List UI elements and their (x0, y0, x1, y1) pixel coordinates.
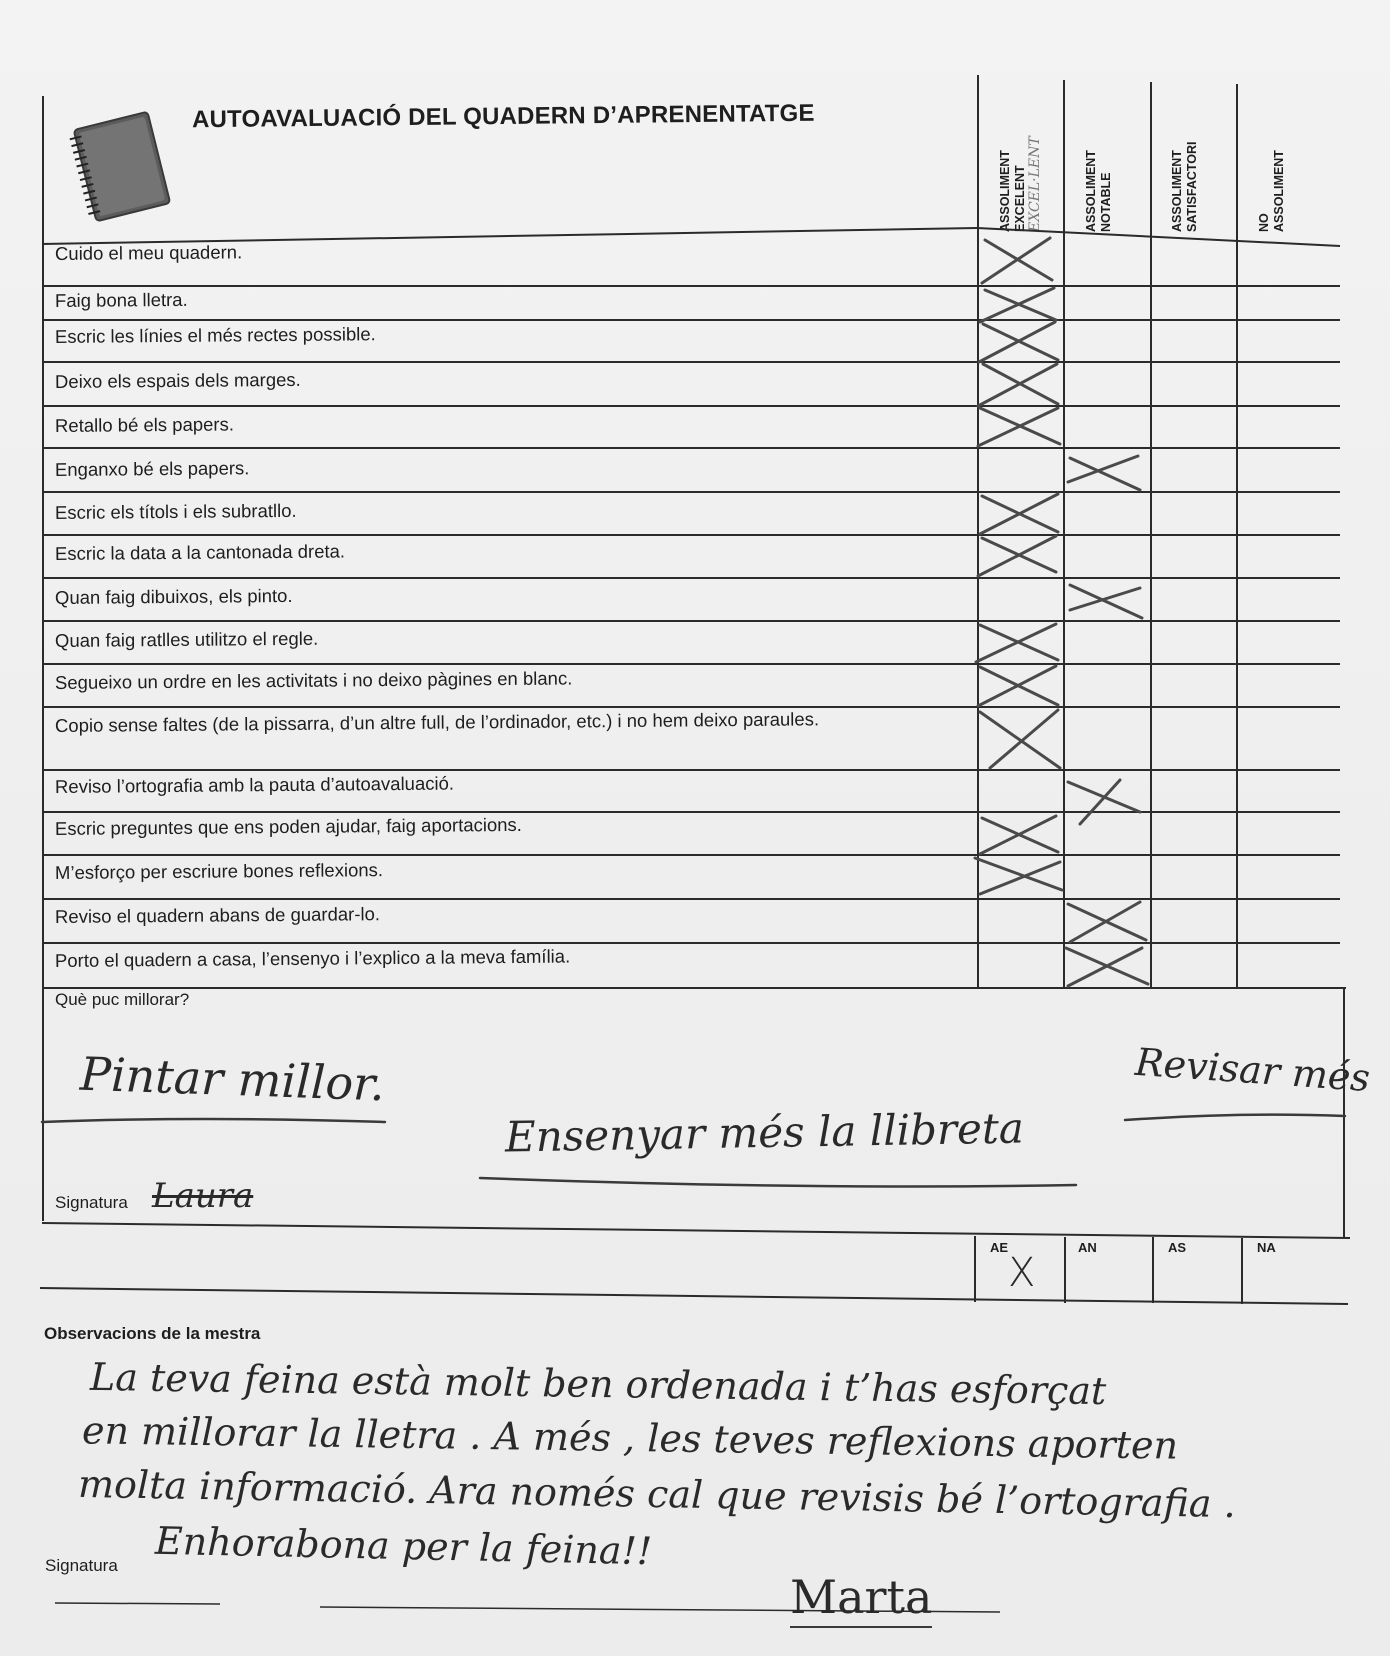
teacher-comment-line: La teva feina està molt ben ordenada i t’has esforçat (89, 1354, 1107, 1414)
row-label: Enganxo bé els papers. (54, 457, 250, 480)
grade-selected-mark: X (1008, 1250, 1036, 1296)
row-label: Retallo bé els papers. (54, 413, 235, 436)
teacher-signature-label: Signatura (45, 1556, 118, 1575)
column-header-handwritten: EXCEL·LENT (1027, 136, 1043, 232)
improve-answer: Ensenyar més la llibreta (504, 1103, 1025, 1162)
column-header-line1: ASSOLIMENT (1084, 150, 1098, 232)
student-signature-label: Signatura (55, 1193, 128, 1212)
student-signature: Laura (152, 1176, 254, 1216)
column-header-line2: SATISFACTORI (1185, 141, 1199, 232)
column-header-line2: EXCELENT (1013, 165, 1027, 232)
row-label: Porto el quadern a casa, l’ensenyo i l’explico a la meva família. (54, 945, 571, 971)
improve-answer: Revisar més (1133, 1039, 1372, 1101)
row-label: Cuido el meu quadern. (54, 241, 243, 264)
improve-question: Què puc millorar? (55, 990, 190, 1009)
row-label: Escric la data a la cantonada dreta. (54, 540, 346, 564)
row-label: Escric preguntes que ens poden ajudar, faig aportacions. (54, 813, 522, 839)
row-label: Quan faig ratlles utilitzo el regle. (54, 627, 319, 651)
column-header-line2: ASSOLIMENT (1272, 150, 1286, 232)
teacher-comment-line: Enhorabona per la feina!! (154, 1518, 653, 1574)
row-label: Escric els títols i els subratllo. (54, 499, 297, 523)
column-header-line1: NO (1257, 213, 1271, 232)
row-label: Reviso el quadern abans de guardar-lo. (54, 903, 381, 927)
teacher-comment-line: molta informació. Ara només cal que revisis bé l’ortografia . (77, 1461, 1237, 1527)
column-header-line1: ASSOLIMENT (998, 150, 1012, 232)
grade-label-na: NA (1257, 1240, 1276, 1255)
grade-label-as: AS (1168, 1240, 1187, 1255)
row-label: Deixo els espais dels marges. (54, 368, 301, 392)
row-label: Escric les línies el més rectes possible. (54, 323, 376, 347)
teacher-observations-heading: Observacions de la mestra (44, 1324, 261, 1343)
improve-answer: Pintar millor. (79, 1046, 386, 1112)
row-label: Quan faig dibuixos, els pinto. (54, 584, 293, 608)
grade-label-an: AN (1078, 1240, 1097, 1255)
column-header-line1: ASSOLIMENT (1170, 150, 1184, 232)
column-header-line2: NOTABLE (1099, 172, 1113, 232)
grade-label-ae: AE (990, 1240, 1009, 1255)
row-label: Reviso l’ortografia amb la pauta d’autoavaluació. (54, 772, 455, 797)
page-title: AUTOAVALUACIÓ DEL QUADERN D’APRENENTATGE (191, 99, 815, 134)
row-label: Copio sense faltes (de la pissarra, d’un altre full, de l’ordinador, etc.) i no hem deixo paraules. (54, 708, 820, 736)
row-label: Segueixo un ordre en les activitats i no deixo pàgines en blanc. (54, 667, 573, 693)
row-label: M’esforço per escriure bones reflexions. (54, 859, 384, 883)
teacher-signature: Marta (790, 1570, 932, 1628)
teacher-comment-line: en millorar la lletra . A més , les teves reflexions aporten (81, 1408, 1179, 1468)
row-label: Faig bona lletra. (54, 288, 188, 311)
